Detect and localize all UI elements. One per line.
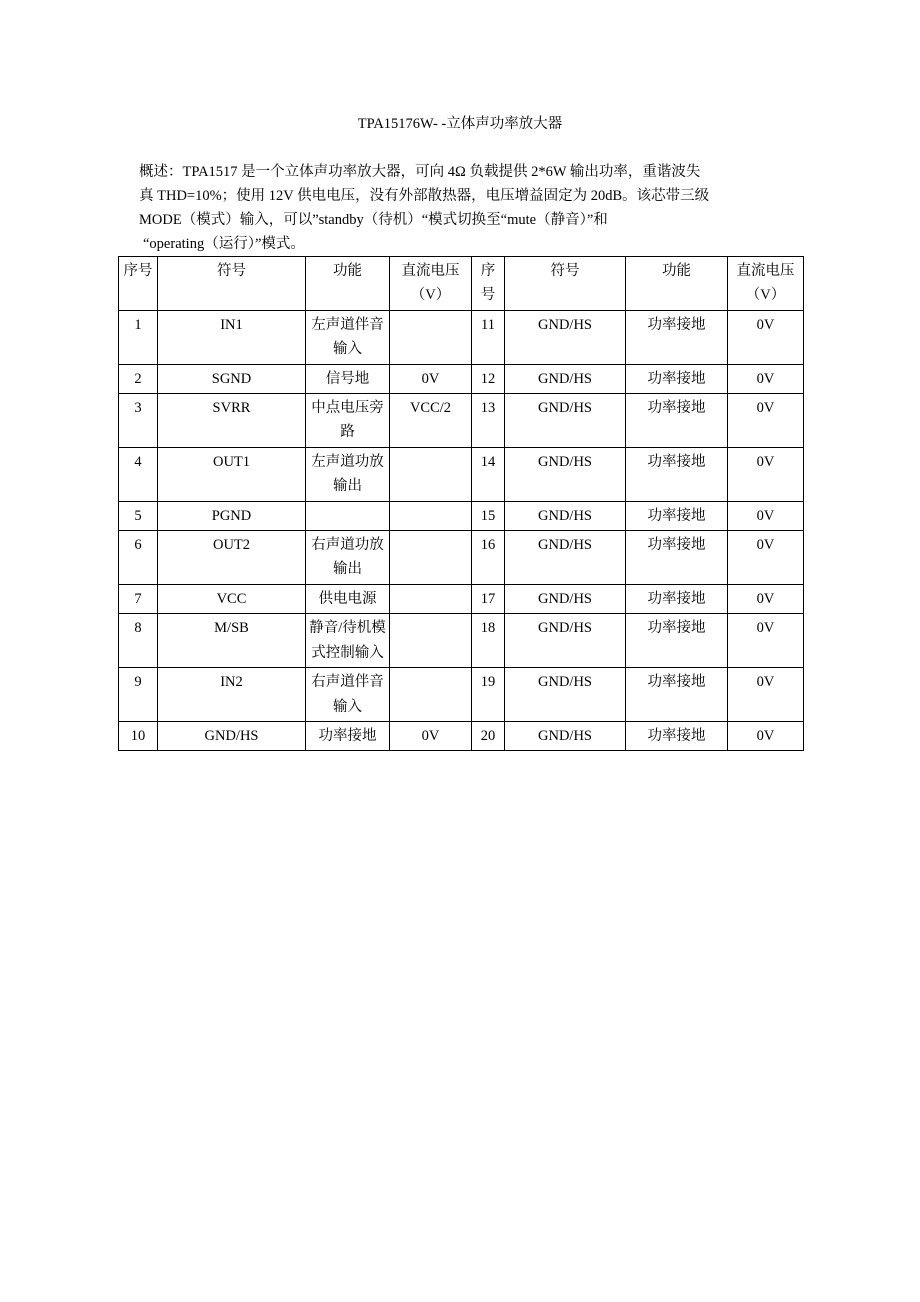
table-row bbox=[119, 394, 804, 448]
pin-symbol: GND/HS bbox=[505, 501, 626, 530]
pin-number: 16 bbox=[472, 531, 505, 585]
pin-symbol: GND/HS bbox=[505, 447, 626, 501]
pin-number: 2 bbox=[119, 364, 158, 393]
table-row bbox=[119, 310, 804, 364]
pin-function: 中点电压旁路 bbox=[306, 394, 390, 448]
table-row bbox=[119, 721, 804, 750]
pin-dc-voltage: 0V bbox=[728, 721, 804, 750]
pin-dc-voltage bbox=[390, 668, 472, 722]
pin-symbol: OUT2 bbox=[158, 531, 306, 585]
pin-function: 功率接地 bbox=[626, 310, 728, 364]
pin-number: 6 bbox=[119, 531, 158, 585]
intro-line: 真 THD=10%；使用 12V 供电电压，没有外部散热器，电压增益固定为 20dB。该芯带三级 bbox=[139, 188, 710, 204]
pin-dc-voltage: 0V bbox=[728, 668, 804, 722]
pin-number: 18 bbox=[472, 614, 505, 668]
pin-function: 功率接地 bbox=[626, 668, 728, 722]
pin-function: 功率接地 bbox=[626, 394, 728, 448]
pin-symbol: PGND bbox=[158, 501, 306, 530]
pin-symbol: VCC bbox=[158, 584, 306, 613]
pin-symbol: GND/HS bbox=[505, 721, 626, 750]
document-title: TPA15176W- -立体声功率放大器 bbox=[357, 116, 563, 132]
pin-symbol: GND/HS bbox=[505, 614, 626, 668]
header-no: 序号 bbox=[472, 257, 505, 311]
intro-line: 概述：TPA1517 是一个立体声功率放大器，可向 4Ω 负载提供 2*6W 输出功率，重谐波失 bbox=[139, 164, 701, 180]
pin-table bbox=[118, 256, 804, 751]
pin-dc-voltage: 0V bbox=[728, 584, 804, 613]
pin-number: 20 bbox=[472, 721, 505, 750]
intro-paragraph bbox=[139, 160, 799, 256]
pin-symbol: M/SB bbox=[158, 614, 306, 668]
pin-dc-voltage bbox=[390, 584, 472, 613]
table-row bbox=[119, 447, 804, 501]
pin-symbol: GND/HS bbox=[505, 584, 626, 613]
pin-dc-voltage: 0V bbox=[390, 721, 472, 750]
pin-number: 3 bbox=[119, 394, 158, 448]
pin-number: 8 bbox=[119, 614, 158, 668]
pin-dc-voltage: 0V bbox=[728, 394, 804, 448]
pin-dc-voltage bbox=[390, 614, 472, 668]
pin-dc-voltage: 0V bbox=[728, 614, 804, 668]
header-dc-voltage: 直流电压（V） bbox=[390, 257, 472, 311]
pin-symbol: IN1 bbox=[158, 310, 306, 364]
pin-symbol: GND/HS bbox=[505, 310, 626, 364]
table-row bbox=[119, 501, 804, 530]
pin-function: 功率接地 bbox=[306, 721, 390, 750]
pin-function: 功率接地 bbox=[626, 531, 728, 585]
pin-symbol: GND/HS bbox=[505, 668, 626, 722]
pin-symbol: GND/HS bbox=[505, 394, 626, 448]
pin-dc-voltage: 0V bbox=[728, 364, 804, 393]
pin-number: 1 bbox=[119, 310, 158, 364]
pin-dc-voltage: VCC/2 bbox=[390, 394, 472, 448]
pin-dc-voltage: 0V bbox=[728, 310, 804, 364]
pin-function: 右声道功放输出 bbox=[306, 531, 390, 585]
pin-number: 14 bbox=[472, 447, 505, 501]
pin-number: 19 bbox=[472, 668, 505, 722]
pin-dc-voltage: 0V bbox=[728, 531, 804, 585]
pin-function bbox=[306, 501, 390, 530]
table-row bbox=[119, 364, 804, 393]
pin-number: 5 bbox=[119, 501, 158, 530]
pin-function: 功率接地 bbox=[626, 364, 728, 393]
intro-line: “operating（运行）”模式。 bbox=[143, 236, 305, 252]
pin-function: 功率接地 bbox=[626, 721, 728, 750]
pin-number: 11 bbox=[472, 310, 505, 364]
header-function: 功能 bbox=[306, 257, 390, 311]
table-header-row bbox=[119, 257, 804, 311]
pin-function: 左声道功放输出 bbox=[306, 447, 390, 501]
pin-symbol: SVRR bbox=[158, 394, 306, 448]
pin-symbol: GND/HS bbox=[505, 531, 626, 585]
pin-function: 信号地 bbox=[306, 364, 390, 393]
pin-symbol: GND/HS bbox=[158, 721, 306, 750]
pin-function: 左声道伴音输入 bbox=[306, 310, 390, 364]
pin-function: 静音/待机模式控制输入 bbox=[306, 614, 390, 668]
pin-number: 4 bbox=[119, 447, 158, 501]
pin-dc-voltage: 0V bbox=[390, 364, 472, 393]
pin-symbol: IN2 bbox=[158, 668, 306, 722]
pin-dc-voltage bbox=[390, 531, 472, 585]
header-no: 序号 bbox=[119, 257, 158, 311]
pin-symbol: OUT1 bbox=[158, 447, 306, 501]
header-symbol: 符号 bbox=[505, 257, 626, 311]
table-row bbox=[119, 614, 804, 668]
header-function: 功能 bbox=[626, 257, 728, 311]
pin-symbol: SGND bbox=[158, 364, 306, 393]
pin-function: 功率接地 bbox=[626, 614, 728, 668]
pin-function: 功率接地 bbox=[626, 584, 728, 613]
pin-dc-voltage: 0V bbox=[728, 501, 804, 530]
pin-function: 功率接地 bbox=[626, 447, 728, 501]
pin-number: 15 bbox=[472, 501, 505, 530]
table-row bbox=[119, 584, 804, 613]
table-row bbox=[119, 668, 804, 722]
pin-number: 13 bbox=[472, 394, 505, 448]
header-dc-voltage: 直流电压（V） bbox=[728, 257, 804, 311]
intro-line: MODE（模式）输入，可以”standby（待机）“模式切换至“mute（静音）”和 bbox=[139, 212, 608, 228]
pin-number: 12 bbox=[472, 364, 505, 393]
pin-number: 17 bbox=[472, 584, 505, 613]
pin-dc-voltage bbox=[390, 501, 472, 530]
pin-number: 10 bbox=[119, 721, 158, 750]
pin-function: 功率接地 bbox=[626, 501, 728, 530]
header-symbol: 符号 bbox=[158, 257, 306, 311]
table-row bbox=[119, 531, 804, 585]
pin-dc-voltage bbox=[390, 447, 472, 501]
pin-dc-voltage: 0V bbox=[728, 447, 804, 501]
pin-number: 7 bbox=[119, 584, 158, 613]
pin-function: 供电电源 bbox=[306, 584, 390, 613]
pin-dc-voltage bbox=[390, 310, 472, 364]
pin-symbol: GND/HS bbox=[505, 364, 626, 393]
pin-function: 右声道伴音输入 bbox=[306, 668, 390, 722]
pin-number: 9 bbox=[119, 668, 158, 722]
